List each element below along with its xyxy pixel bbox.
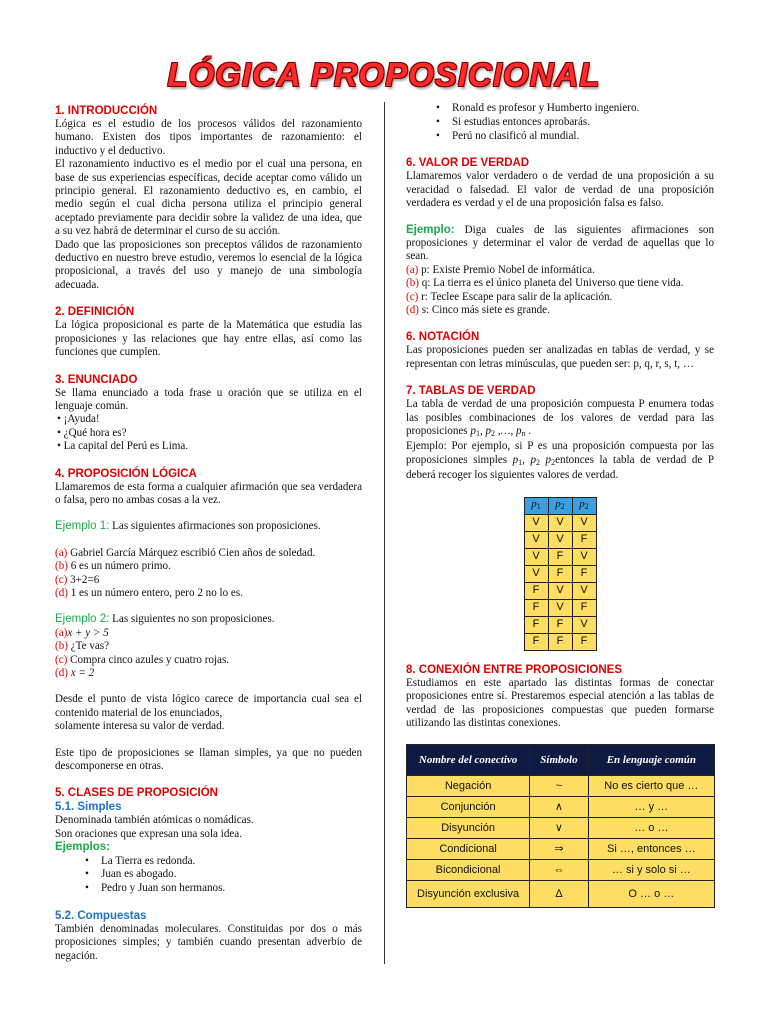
table-cell: F (548, 616, 572, 633)
truth-table (524, 497, 597, 651)
list-item: • La capital del Perú es Lima. (57, 440, 189, 453)
list-item: • La Tierra es redonda. (85, 855, 362, 869)
table-cell: V (524, 548, 548, 565)
intro-paragraph-1: Lógica es el estudio de los procesos válidos del razonamiento humano. Existen dos tipos importantes de razonamiento: el inductivo y el deductivo. (55, 118, 362, 157)
table-header-cell: En lenguaje común (588, 745, 714, 776)
table-cell: V (524, 531, 548, 548)
table-cell: F (572, 531, 596, 548)
section-heading-definicion: 2. DEFINICIÓN (55, 306, 135, 319)
table-header-row (407, 745, 715, 776)
list-item: • Ronald es profesor y Humberto ingeniero. (436, 102, 714, 116)
table-cell: ∧ (530, 797, 589, 818)
table-header-cell: $p_1$ (524, 497, 548, 514)
table-cell: V (524, 565, 548, 582)
table-header-cell: Símbolo (530, 745, 589, 776)
table-cell: V (548, 514, 572, 531)
conexion-paragraph: Estudiamos en este apartado las distintas formas de conectar proposiciones entre sí. Prestaremos especial atención a las tablas de verdad de las proposiciones compuestas que pueden formarse utilizando las distintas conexiones. (406, 676, 714, 729)
section-heading-conexion: 8. CONEXIÓN ENTRE PROPOSICIONES (406, 663, 622, 676)
list-item: (b) q: La tierra es el único planeta del Universo que tiene vida. (406, 277, 684, 290)
table-row (524, 531, 596, 548)
section-heading-clases: 5. CLASES DE PROPOSICIÓN (55, 787, 218, 800)
list-item: (a)x + y > 5 (55, 626, 109, 639)
ejemplo-1-text: Las siguientes afirmaciones son proposiciones. (109, 520, 321, 533)
tablas-paragraph-1: La tabla de verdad de una proposición compuesta P enumera todas las posibles combinaciones de los valores de verdad para las proposiciones $p_1$, $p_2$ ,…, $p_n$ . (406, 398, 714, 439)
table-row (524, 565, 596, 582)
tablas-paragraph-2: Ejemplo: Por ejemplo, si P es una proposición compuesta por las proposiciones simples $p_1$, $p_2$ $p_2entonces$ la tabla de verdad de P deberá recoger los siguientes valores de verdad. (406, 440, 715, 482)
page-title: LÓGICA PROPOSICIONAL (167, 56, 601, 93)
list-item: (d) x = 2 (55, 667, 95, 679)
table-cell: F (524, 599, 548, 616)
ejemplo-label: Ejemplo: (406, 223, 455, 236)
table-row (407, 818, 715, 839)
definicion-paragraph: La lógica proposicional es parte de la Matemática que estudia las proposiciones y las relaciones que hay entre ellas, así como las funciones que cumplen. (55, 319, 362, 359)
table-row (407, 839, 715, 860)
ejemplo-text: Diga cuales de las siguientes afirmaciones son proposiciones y determinar el valor de verdad de aquellas que lo sean. (406, 223, 714, 263)
intro-paragraph-2: El razonamiento inductivo es el medio por el cual una persona, en base de sus experiencias específicas, decide aceptar como válido un principio general. El razonamiento deductivo es, en cambio, el medio según el cual dicha persona utiliza el principio general aceptado previamente para decidir sobre la validez de una idea, que a su vez habrá de determinar el curso de su acción. (55, 158, 362, 238)
table-cell: Disyunción (407, 818, 530, 839)
proposicion-paragraph-3: solamente interesa su valor de verdad. (55, 720, 225, 733)
list-item: (c) 3+2=6 (55, 573, 100, 586)
list-item: (a) p: Existe Premio Nobel de informática. (406, 263, 595, 276)
table-row (407, 881, 715, 908)
list-item: (b) 6 es un número primo. (55, 560, 171, 573)
table-cell: F (548, 565, 572, 582)
list-item: • Si estudias entonces aprobarás. (436, 116, 714, 130)
table-row (524, 514, 596, 531)
table-cell: Si …, entonces … (588, 839, 714, 860)
compuestas-examples-list (406, 102, 714, 143)
simples-paragraph-2: Son oraciones que expresan una sola idea. (55, 827, 242, 840)
section-heading-notacion: 6. NOTACIÓN (406, 331, 480, 344)
list-item: • Pedro y Juan son hermanos. (85, 882, 362, 896)
list-item: (d) 1 es un número entero, pero 2 no lo es. (55, 586, 243, 599)
table-cell: ∨ (530, 818, 589, 839)
table-header-row (524, 497, 596, 514)
ejemplo-2-text: Las siguientes no son proposiciones. (109, 613, 275, 626)
left-column (55, 104, 362, 963)
table-cell: ~ (530, 776, 589, 797)
ejemplos-label: Ejemplos: (55, 841, 110, 854)
table-cell: F (524, 616, 548, 633)
section-heading-tablas-verdad: 7. TABLAS DE VERDAD (406, 385, 536, 398)
ejemplo-2-label: Ejemplo 2: (55, 613, 110, 626)
table-row (524, 616, 596, 633)
list-item: • ¿Qué hora es? (57, 426, 127, 439)
list-item: • ¡Ayuda! (57, 413, 100, 426)
column-divider (384, 102, 385, 964)
subheading-simples: 5.1. Simples (55, 801, 122, 814)
list-item: (a) Gabriel García Márquez escribió Cien años de soledad. (55, 546, 316, 559)
section-heading-proposicion-logica: 4. PROPOSICIÓN LÓGICA (55, 467, 197, 480)
valor-verdad-example (406, 224, 714, 264)
right-column (406, 104, 714, 908)
table-cell: V (572, 548, 596, 565)
table-header-cell: $p_2$ (548, 497, 572, 514)
table-header-cell: $p_2$ (572, 497, 596, 514)
table-cell: Disyunción exclusiva (407, 881, 530, 908)
table-cell: … y … (588, 797, 714, 818)
table-cell: V (572, 616, 596, 633)
table-cell: F (548, 633, 572, 650)
ejemplo-1-label: Ejemplo 1: (55, 520, 110, 533)
list-item: (d) s: Cinco más siete es grande. (406, 304, 550, 317)
simples-examples-list (55, 855, 362, 896)
table-cell: V (524, 514, 548, 531)
list-item: (c) r: Teclee Escape para salir de la aplicación. (406, 290, 613, 303)
table-row (524, 633, 596, 650)
table-cell: ⇒ (530, 839, 589, 860)
intro-paragraph-3: Dado que las proposiciones son preceptos válidos de razonamiento deductivo en nuestro breve estudio, veremos lo esencial de la lógica proposicional, a través del uso y manejo de una simbología adecuada. (55, 238, 362, 291)
connectives-table (406, 744, 715, 908)
table-cell: V (572, 514, 596, 531)
valor-verdad-paragraph: Llamaremos valor verdadero o de verdad de una proposición a su veracidad o falsedad. El valor de verdad de una proposición verdadera es verdad y el de una proposición falsa es falso. (406, 170, 714, 210)
proposicion-paragraph-2: Desde el punto de vista lógico carece de importancia cual sea el contenido material de los enunciados, (55, 693, 362, 719)
table-cell: ⇔ (530, 860, 589, 881)
section-heading-valor-verdad: 6. VALOR DE VERDAD (406, 157, 530, 170)
table-cell: ∆ (530, 881, 589, 908)
table-row (407, 860, 715, 881)
table-cell: F (572, 599, 596, 616)
table-cell: F (572, 633, 596, 650)
proposicion-paragraph-4: Este tipo de proposiciones se llaman simples, ya que no pueden descomponerse en otras. (55, 746, 362, 773)
table-cell: V (548, 582, 572, 599)
table-cell: F (524, 582, 548, 599)
table-cell: Conjunción (407, 797, 530, 818)
table-cell: No es cierto que … (588, 776, 714, 797)
simples-paragraph-1: Denominada también atómicas o nomádicas. (55, 814, 254, 827)
subheading-compuestas: 5.2. Compuestas (55, 910, 147, 923)
list-item: (b) ¿Te vas? (55, 640, 110, 653)
table-row (407, 776, 715, 797)
table-cell: V (572, 582, 596, 599)
table-cell: F (524, 633, 548, 650)
list-item: • Juan es abogado. (85, 868, 362, 882)
compuestas-paragraph: También denominadas moleculares. Constituidas por dos o más proposiciones simples; y también cuando presentan adverbio de negación. (55, 923, 362, 962)
table-cell: F (572, 565, 596, 582)
notacion-paragraph: Las proposiciones pueden ser analizadas en tablas de verdad, y se representan con letras minúsculas, que pueden ser: p, q, r, s, t, … (406, 344, 714, 370)
enunciado-list (55, 413, 362, 453)
table-cell: V (548, 599, 572, 616)
table-cell: Condicional (407, 839, 530, 860)
section-heading-introduccion: 1. INTRODUCCIÓN (55, 105, 158, 117)
table-cell: … si y solo si … (588, 860, 714, 881)
proposicion-paragraph: Llamaremos de esta forma a cualquier afirmación que sea verdadera o falsa, pero no ambas cosas a la vez. (55, 480, 362, 506)
table-cell: Negación (407, 776, 530, 797)
enunciado-paragraph: Se llama enunciado a toda frase u oración que se utiliza en el lenguaje común. (55, 386, 362, 412)
table-row (524, 582, 596, 599)
table-cell: V (548, 531, 572, 548)
table-header-cell: Nombre del conectivo (407, 745, 530, 776)
table-cell: Bicondicional (407, 860, 530, 881)
table-row (407, 797, 715, 818)
list-item: (c) Compra cinco azules y cuatro rojas. (55, 653, 230, 666)
list-item: • Perú no clasificó al mundial. (436, 130, 714, 144)
ejemplo-1-line (55, 520, 362, 533)
table-cell: O … o … (588, 881, 714, 908)
table-cell: … o … (588, 818, 714, 839)
table-row (524, 599, 596, 616)
table-row (524, 548, 596, 565)
table-cell: F (548, 548, 572, 565)
ejemplo-2-line (55, 613, 362, 626)
section-heading-enunciado: 3. ENUNCIADO (55, 373, 138, 386)
